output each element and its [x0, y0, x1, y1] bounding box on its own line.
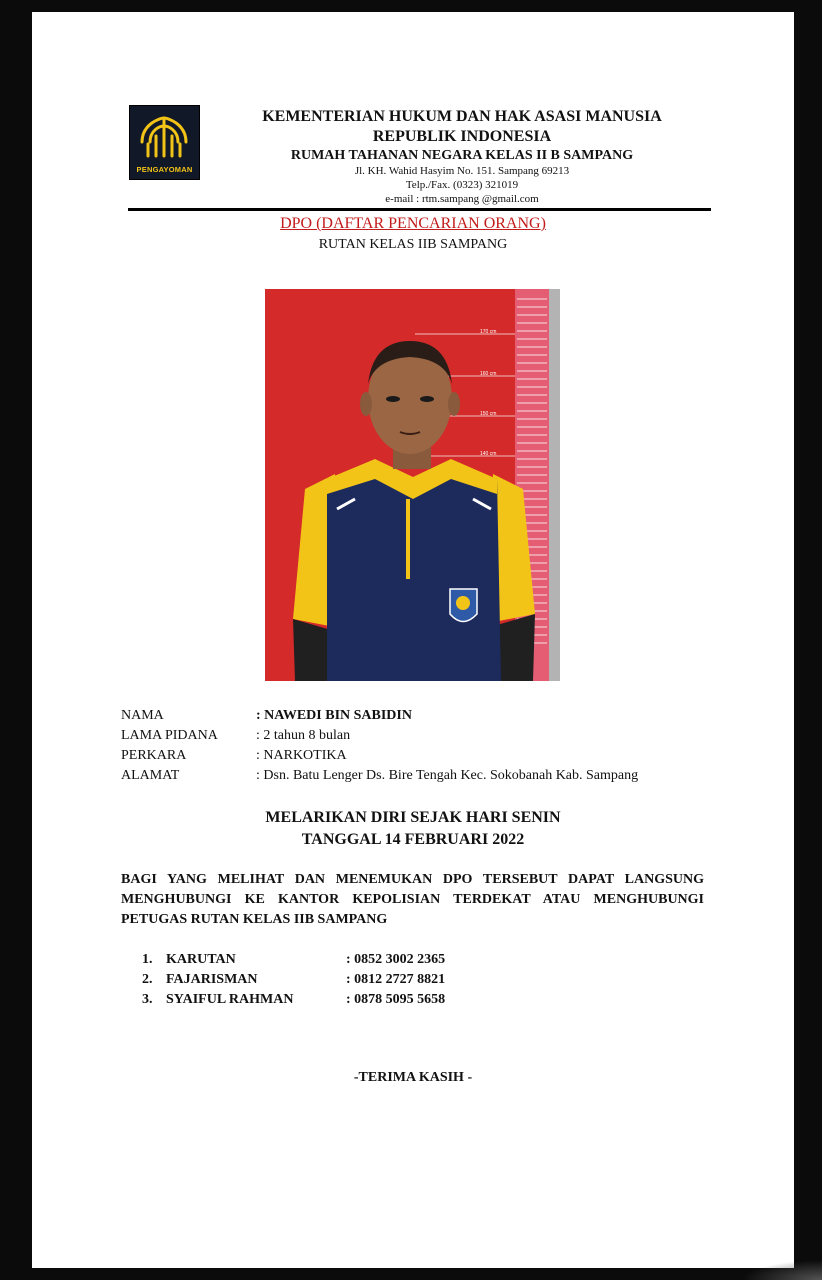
detail-label: NAMA [121, 708, 164, 723]
height-mark-150: 150 cm [480, 411, 497, 417]
contact-name: KARUTAN [166, 952, 236, 967]
institution-name: RUMAH TAHANAN NEGARA KELAS II B SAMPANG [290, 148, 634, 163]
detail-row-nama [121, 706, 638, 726]
contact-name: FAJARISMAN [166, 972, 258, 987]
contact-phone: : 0852 3002 2365 [346, 952, 446, 967]
contact-number: 1. [142, 952, 153, 967]
suspect-photo [265, 289, 560, 681]
detail-row-lama-pidana [121, 726, 638, 746]
detail-label: LAMA PIDANA [121, 728, 218, 743]
contact-phone: : 0878 5095 5658 [346, 992, 446, 1007]
contact-item [142, 970, 445, 990]
logo-caption: PENGAYOMAN [136, 165, 193, 174]
detail-row-alamat [121, 766, 638, 786]
height-mark-140: 140 cm [480, 451, 497, 457]
detail-row-perkara [121, 746, 638, 766]
detail-value: : 2 tahun 8 bulan [256, 728, 351, 743]
institution-email: e-mail : rtm.sampang @gmail.com [385, 193, 539, 205]
dpo-title: DPO (DAFTAR PENCARIAN ORANG) [280, 215, 546, 232]
document-page [32, 12, 794, 1268]
escape-notice [32, 807, 794, 851]
screen-corner-shadow [742, 1260, 822, 1280]
detail-label: PERKARA [121, 748, 187, 763]
contact-phone: : 0812 2727 8821 [346, 972, 446, 987]
ministry-name: KEMENTERIAN HUKUM DAN HAK ASASI MANUSIA [262, 108, 662, 125]
institution-phone: Telp./Fax. (0323) 321019 [405, 179, 519, 191]
letterhead [182, 107, 742, 206]
rutan-subtitle: RUTAN KELAS IIB SAMPANG [318, 237, 508, 252]
closing-text: -TERIMA KASIH - [353, 1070, 473, 1085]
contact-item [142, 990, 445, 1010]
contact-name: SYAIFUL RAHMAN [166, 992, 294, 1007]
contact-item [142, 950, 445, 970]
escape-line-1: MELARIKAN DIRI SEJAK HARI SENIN [265, 809, 561, 826]
institution-address: Jl. KH. Wahid Hasyim No. 151. Sampang 69213 [354, 165, 570, 177]
escape-line-2: TANGGAL 14 FEBRUARI 2022 [301, 831, 525, 848]
detail-value: : NAWEDI BIN SABIDIN [256, 708, 412, 723]
contact-list [142, 950, 445, 1010]
contact-number: 2. [142, 972, 153, 987]
report-instructions: BAGI YANG MELIHAT DAN MENEMUKAN DPO TERSEBUT DAPAT LANGSUNG MENGHUBUNGI KE KANTOR KEPOLISIAN TERDEKAT ATAU MENGHUBUNGI PETUGAS RUTAN KELAS IIB SAMPANG [121, 872, 704, 927]
country-name: REPUBLIK INDONESIA [372, 128, 552, 145]
detail-label: ALAMAT [121, 768, 180, 783]
detail-value: : Dsn. Batu Lenger Ds. Bire Tengah Kec. Sokobanah Kab. Sampang [256, 768, 639, 783]
letterhead-divider [128, 208, 711, 211]
suspect-details [121, 706, 638, 786]
height-mark-170: 170 cm [480, 329, 497, 335]
detail-value: : NARKOTIKA [256, 748, 347, 763]
contact-number: 3. [142, 992, 153, 1007]
height-mark-160: 160 cm [480, 371, 497, 377]
